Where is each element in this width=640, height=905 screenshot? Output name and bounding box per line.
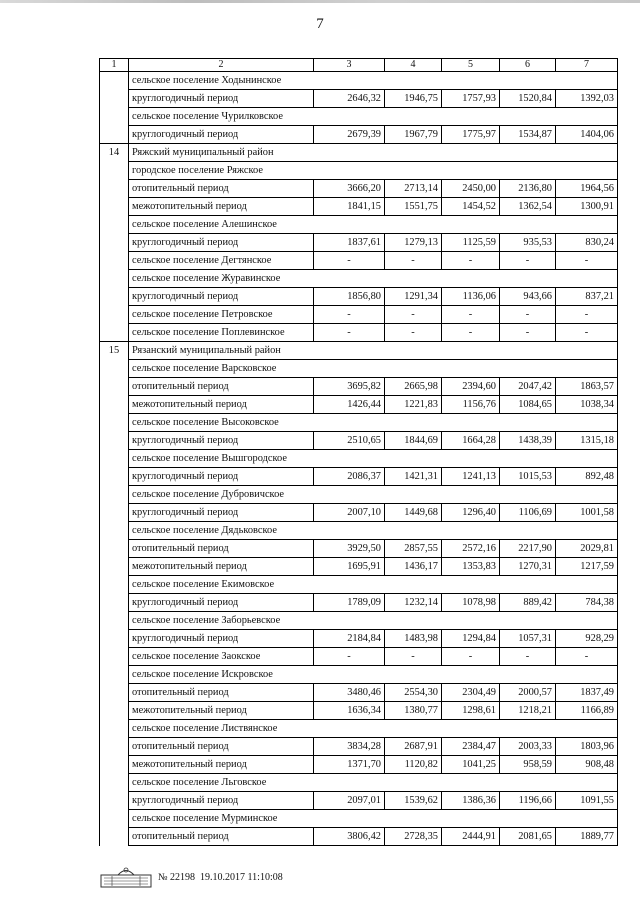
value-cell: 1217,59 [556, 558, 618, 576]
value-cell: 2687,91 [385, 738, 442, 756]
value-cell: 1353,83 [442, 558, 500, 576]
value-cell: 1438,39 [500, 432, 556, 450]
table-row [100, 216, 618, 234]
row-label-cell: отопительный период [129, 738, 314, 756]
value-cell: 2394,60 [442, 378, 500, 396]
row-label-cell: межотопительный период [129, 558, 314, 576]
value-cell: 2304,49 [442, 684, 500, 702]
row-number-cell [100, 72, 129, 90]
row-label-cell: сельское поселение Чурилковское [129, 108, 618, 126]
value-cell: 2184,84 [314, 630, 385, 648]
value-cell: 3834,28 [314, 738, 385, 756]
value-cell: 2646,32 [314, 90, 385, 108]
row-label-cell: круглогодичный период [129, 504, 314, 522]
value-cell: 1863,57 [556, 378, 618, 396]
row-number-cell [100, 180, 129, 198]
value-cell: 1241,13 [442, 468, 500, 486]
row-number-cell [100, 378, 129, 396]
row-number-cell [100, 504, 129, 522]
value-cell: 1946,75 [385, 90, 442, 108]
value-cell: 2679,39 [314, 126, 385, 144]
table-row [100, 270, 618, 288]
row-label-cell: сельское поселение Высоковское [129, 414, 618, 432]
table-row [100, 72, 618, 90]
value-cell: - [314, 648, 385, 666]
value-cell: 1084,65 [500, 396, 556, 414]
row-number-cell [100, 468, 129, 486]
table-row [100, 360, 618, 378]
value-cell: 1889,77 [556, 828, 618, 846]
value-cell: - [385, 306, 442, 324]
row-label-cell: круглогодичный период [129, 288, 314, 306]
row-number-cell [100, 828, 129, 846]
value-cell: 1041,25 [442, 756, 500, 774]
value-cell: 2510,65 [314, 432, 385, 450]
value-cell: 1136,06 [442, 288, 500, 306]
value-cell: 1520,84 [500, 90, 556, 108]
value-cell: 1967,79 [385, 126, 442, 144]
page-number: 7 [316, 16, 324, 32]
value-cell: 1695,91 [314, 558, 385, 576]
row-label-cell: сельское поселение Вышгородское [129, 450, 618, 468]
row-number-cell [100, 162, 129, 180]
value-cell: 1125,59 [442, 234, 500, 252]
value-cell: - [442, 324, 500, 342]
value-cell: 2728,35 [385, 828, 442, 846]
row-number-cell [100, 522, 129, 540]
row-number-cell [100, 288, 129, 306]
registration-stamp-text [158, 872, 283, 883]
value-cell: - [442, 306, 500, 324]
row-label-cell: сельское поселение Дубровичское [129, 486, 618, 504]
table-row [100, 306, 618, 324]
value-cell: 2572,16 [442, 540, 500, 558]
value-cell: 2003,33 [500, 738, 556, 756]
value-cell: 830,24 [556, 234, 618, 252]
table-row [100, 180, 618, 198]
row-number-cell [100, 108, 129, 126]
value-cell: 958,59 [500, 756, 556, 774]
table-row [100, 378, 618, 396]
value-cell: 935,53 [500, 234, 556, 252]
table-row [100, 720, 618, 738]
value-cell: 943,66 [500, 288, 556, 306]
value-cell: 1454,52 [442, 198, 500, 216]
value-cell: 3480,46 [314, 684, 385, 702]
row-label-cell: отопительный период [129, 684, 314, 702]
row-number-cell [100, 270, 129, 288]
row-label-cell: круглогодичный период [129, 234, 314, 252]
value-cell: 1757,93 [442, 90, 500, 108]
row-label-cell: сельское поселение Петровское [129, 306, 314, 324]
table-row [100, 126, 618, 144]
row-label-cell: сельское поселение Дегтянское [129, 252, 314, 270]
value-cell: 1636,34 [314, 702, 385, 720]
document-number: № 22198 [158, 872, 196, 883]
value-cell: 1483,98 [385, 630, 442, 648]
value-cell: 1015,53 [500, 468, 556, 486]
table-row [100, 288, 618, 306]
table-row [100, 252, 618, 270]
table-row [100, 522, 618, 540]
row-label-cell: сельское поселение Ходынинское [129, 72, 618, 90]
value-cell: 1196,66 [500, 792, 556, 810]
value-cell: 1371,70 [314, 756, 385, 774]
row-label-cell: отопительный период [129, 180, 314, 198]
value-cell: - [314, 306, 385, 324]
value-cell: 1106,69 [500, 504, 556, 522]
value-cell: 908,48 [556, 756, 618, 774]
value-cell: - [556, 252, 618, 270]
row-label-cell: круглогодичный период [129, 126, 314, 144]
row-label-cell: сельское поселение Алешинское [129, 216, 618, 234]
row-label-cell: Рязанский муниципальный район [129, 342, 618, 360]
row-number-cell [100, 738, 129, 756]
table-row [100, 756, 618, 774]
value-cell: 928,29 [556, 630, 618, 648]
row-number-cell [100, 702, 129, 720]
value-cell: 1270,31 [500, 558, 556, 576]
value-cell: - [385, 648, 442, 666]
row-label-cell: отопительный период [129, 540, 314, 558]
value-cell: - [556, 324, 618, 342]
value-cell: - [314, 324, 385, 342]
value-cell: 2047,42 [500, 378, 556, 396]
table-row [100, 396, 618, 414]
value-cell: 1426,44 [314, 396, 385, 414]
table-row [100, 234, 618, 252]
header-cell: 4 [385, 59, 442, 72]
row-number-cell [100, 234, 129, 252]
value-cell: 1166,89 [556, 702, 618, 720]
table-row [100, 486, 618, 504]
value-cell: - [556, 648, 618, 666]
value-cell: 1001,58 [556, 504, 618, 522]
row-number-cell [100, 558, 129, 576]
value-cell: 1392,03 [556, 90, 618, 108]
row-label-cell: межотопительный период [129, 198, 314, 216]
value-cell: 1856,80 [314, 288, 385, 306]
table-row [100, 342, 618, 360]
row-number-cell [100, 360, 129, 378]
row-number-cell [100, 324, 129, 342]
value-cell: 1380,77 [385, 702, 442, 720]
value-cell: 2384,47 [442, 738, 500, 756]
value-cell: 1803,96 [556, 738, 618, 756]
value-cell: 1300,91 [556, 198, 618, 216]
value-cell: 3929,50 [314, 540, 385, 558]
value-cell: 2136,80 [500, 180, 556, 198]
value-cell: 2857,55 [385, 540, 442, 558]
row-label-cell: сельское поселение Поплевинское [129, 324, 314, 342]
value-cell: 2000,57 [500, 684, 556, 702]
row-number-cell [100, 198, 129, 216]
row-label-cell: сельское поселение Искровское [129, 666, 618, 684]
row-label-cell: городское поселение Ряжское [129, 162, 618, 180]
value-cell: 1964,56 [556, 180, 618, 198]
table-row [100, 702, 618, 720]
table-row [100, 90, 618, 108]
table-row [100, 468, 618, 486]
value-cell: 3695,82 [314, 378, 385, 396]
scan-top-edge [0, 0, 640, 3]
value-cell: 2713,14 [385, 180, 442, 198]
header-cell: 6 [500, 59, 556, 72]
row-number-cell [100, 252, 129, 270]
value-cell: 1404,06 [556, 126, 618, 144]
row-number-cell [100, 90, 129, 108]
value-cell: 1294,84 [442, 630, 500, 648]
row-label-cell: сельское поселение Листвянское [129, 720, 618, 738]
value-cell: 3806,42 [314, 828, 385, 846]
row-label-cell: круглогодичный период [129, 792, 314, 810]
tariff-table [99, 58, 618, 846]
value-cell: 1156,76 [442, 396, 500, 414]
value-cell: - [500, 252, 556, 270]
row-number-cell [100, 126, 129, 144]
table-row [100, 324, 618, 342]
row-number-cell [100, 576, 129, 594]
row-number-cell [100, 594, 129, 612]
value-cell: 1120,82 [385, 756, 442, 774]
table-row [100, 558, 618, 576]
table-row [100, 810, 618, 828]
row-number-cell [100, 396, 129, 414]
value-cell: - [500, 648, 556, 666]
row-label-cell: отопительный период [129, 378, 314, 396]
row-number-cell [100, 414, 129, 432]
table-row [100, 612, 618, 630]
table-row [100, 540, 618, 558]
value-cell: 1291,34 [385, 288, 442, 306]
value-cell: 1841,15 [314, 198, 385, 216]
table-row [100, 108, 618, 126]
row-number-cell: 15 [100, 342, 129, 360]
value-cell: 1551,75 [385, 198, 442, 216]
row-label-cell: сельское поселение Заокское [129, 648, 314, 666]
table-row [100, 666, 618, 684]
value-cell: 1057,31 [500, 630, 556, 648]
row-number-cell [100, 774, 129, 792]
value-cell: 1837,61 [314, 234, 385, 252]
value-cell: 837,21 [556, 288, 618, 306]
row-label-cell: Ряжский муниципальный район [129, 144, 618, 162]
value-cell: 1279,13 [385, 234, 442, 252]
table-header-row [100, 59, 618, 72]
row-label-cell: круглогодичный период [129, 630, 314, 648]
table-row [100, 414, 618, 432]
row-number-cell [100, 630, 129, 648]
table-row [100, 594, 618, 612]
registry-stamp-icon [100, 866, 152, 888]
row-number-cell [100, 756, 129, 774]
row-number-cell [100, 450, 129, 468]
header-cell: 1 [100, 59, 129, 72]
value-cell: 1232,14 [385, 594, 442, 612]
value-cell: - [500, 324, 556, 342]
table-row [100, 630, 618, 648]
row-label-cell: сельское поселение Мурминское [129, 810, 618, 828]
table-row [100, 162, 618, 180]
value-cell: 1386,36 [442, 792, 500, 810]
value-cell: 889,42 [500, 594, 556, 612]
row-label-cell: круглогодичный период [129, 90, 314, 108]
value-cell: 1844,69 [385, 432, 442, 450]
value-cell: - [385, 252, 442, 270]
value-cell: 1315,18 [556, 432, 618, 450]
value-cell: 2081,65 [500, 828, 556, 846]
value-cell: 784,38 [556, 594, 618, 612]
row-label-cell: круглогодичный период [129, 468, 314, 486]
header-cell: 7 [556, 59, 618, 72]
value-cell: 1664,28 [442, 432, 500, 450]
table-row [100, 144, 618, 162]
value-cell: 2217,90 [500, 540, 556, 558]
value-cell: 1449,68 [385, 504, 442, 522]
row-number-cell [100, 612, 129, 630]
value-cell: 2007,10 [314, 504, 385, 522]
value-cell: 2450,00 [442, 180, 500, 198]
table-row [100, 450, 618, 468]
table-row [100, 738, 618, 756]
table-row [100, 576, 618, 594]
value-cell: - [385, 324, 442, 342]
value-cell: 1298,61 [442, 702, 500, 720]
value-cell: 1296,40 [442, 504, 500, 522]
row-number-cell [100, 216, 129, 234]
table-row [100, 432, 618, 450]
row-number-cell [100, 306, 129, 324]
value-cell: 2665,98 [385, 378, 442, 396]
value-cell: 1436,17 [385, 558, 442, 576]
row-label-cell: сельское поселение Екимовское [129, 576, 618, 594]
value-cell: 2097,01 [314, 792, 385, 810]
table-row [100, 504, 618, 522]
row-label-cell: межотопительный период [129, 756, 314, 774]
row-number-cell [100, 486, 129, 504]
value-cell: 1218,21 [500, 702, 556, 720]
value-cell: - [500, 306, 556, 324]
value-cell: - [442, 648, 500, 666]
value-cell: 1091,55 [556, 792, 618, 810]
value-cell: 1362,54 [500, 198, 556, 216]
table-row [100, 792, 618, 810]
table-row [100, 648, 618, 666]
row-label-cell: межотопительный период [129, 702, 314, 720]
row-label-cell: круглогодичный период [129, 594, 314, 612]
value-cell: 1078,98 [442, 594, 500, 612]
header-cell: 5 [442, 59, 500, 72]
value-cell: 1539,62 [385, 792, 442, 810]
value-cell: 2086,37 [314, 468, 385, 486]
row-label-cell: отопительный период [129, 828, 314, 846]
table-row [100, 198, 618, 216]
header-cell: 2 [129, 59, 314, 72]
table-row [100, 774, 618, 792]
row-label-cell: сельское поселение Заборьевское [129, 612, 618, 630]
value-cell: 1038,34 [556, 396, 618, 414]
value-cell: - [314, 252, 385, 270]
row-number-cell [100, 648, 129, 666]
row-number-cell: 14 [100, 144, 129, 162]
header-cell: 3 [314, 59, 385, 72]
value-cell: 2029,81 [556, 540, 618, 558]
value-cell: 2554,30 [385, 684, 442, 702]
value-cell: 1534,87 [500, 126, 556, 144]
value-cell: 1421,31 [385, 468, 442, 486]
value-cell: 1837,49 [556, 684, 618, 702]
row-number-cell [100, 540, 129, 558]
row-label-cell: сельское поселение Льговское [129, 774, 618, 792]
value-cell: 892,48 [556, 468, 618, 486]
row-label-cell: сельское поселение Дядьковское [129, 522, 618, 540]
value-cell: - [442, 252, 500, 270]
value-cell: 3666,20 [314, 180, 385, 198]
row-number-cell [100, 432, 129, 450]
value-cell: - [556, 306, 618, 324]
row-label-cell: круглогодичный период [129, 432, 314, 450]
value-cell: 1221,83 [385, 396, 442, 414]
value-cell: 2444,91 [442, 828, 500, 846]
row-number-cell [100, 720, 129, 738]
row-number-cell [100, 684, 129, 702]
table-row [100, 684, 618, 702]
value-cell: 1789,09 [314, 594, 385, 612]
row-label-cell: сельское поселение Журавинское [129, 270, 618, 288]
row-number-cell [100, 666, 129, 684]
table-row [100, 828, 618, 846]
row-number-cell [100, 810, 129, 828]
value-cell: 1775,97 [442, 126, 500, 144]
row-label-cell: межотопительный период [129, 396, 314, 414]
row-label-cell: сельское поселение Варсковское [129, 360, 618, 378]
registration-timestamp: 19.10.2017 11:10:08 [200, 872, 283, 883]
row-number-cell [100, 792, 129, 810]
